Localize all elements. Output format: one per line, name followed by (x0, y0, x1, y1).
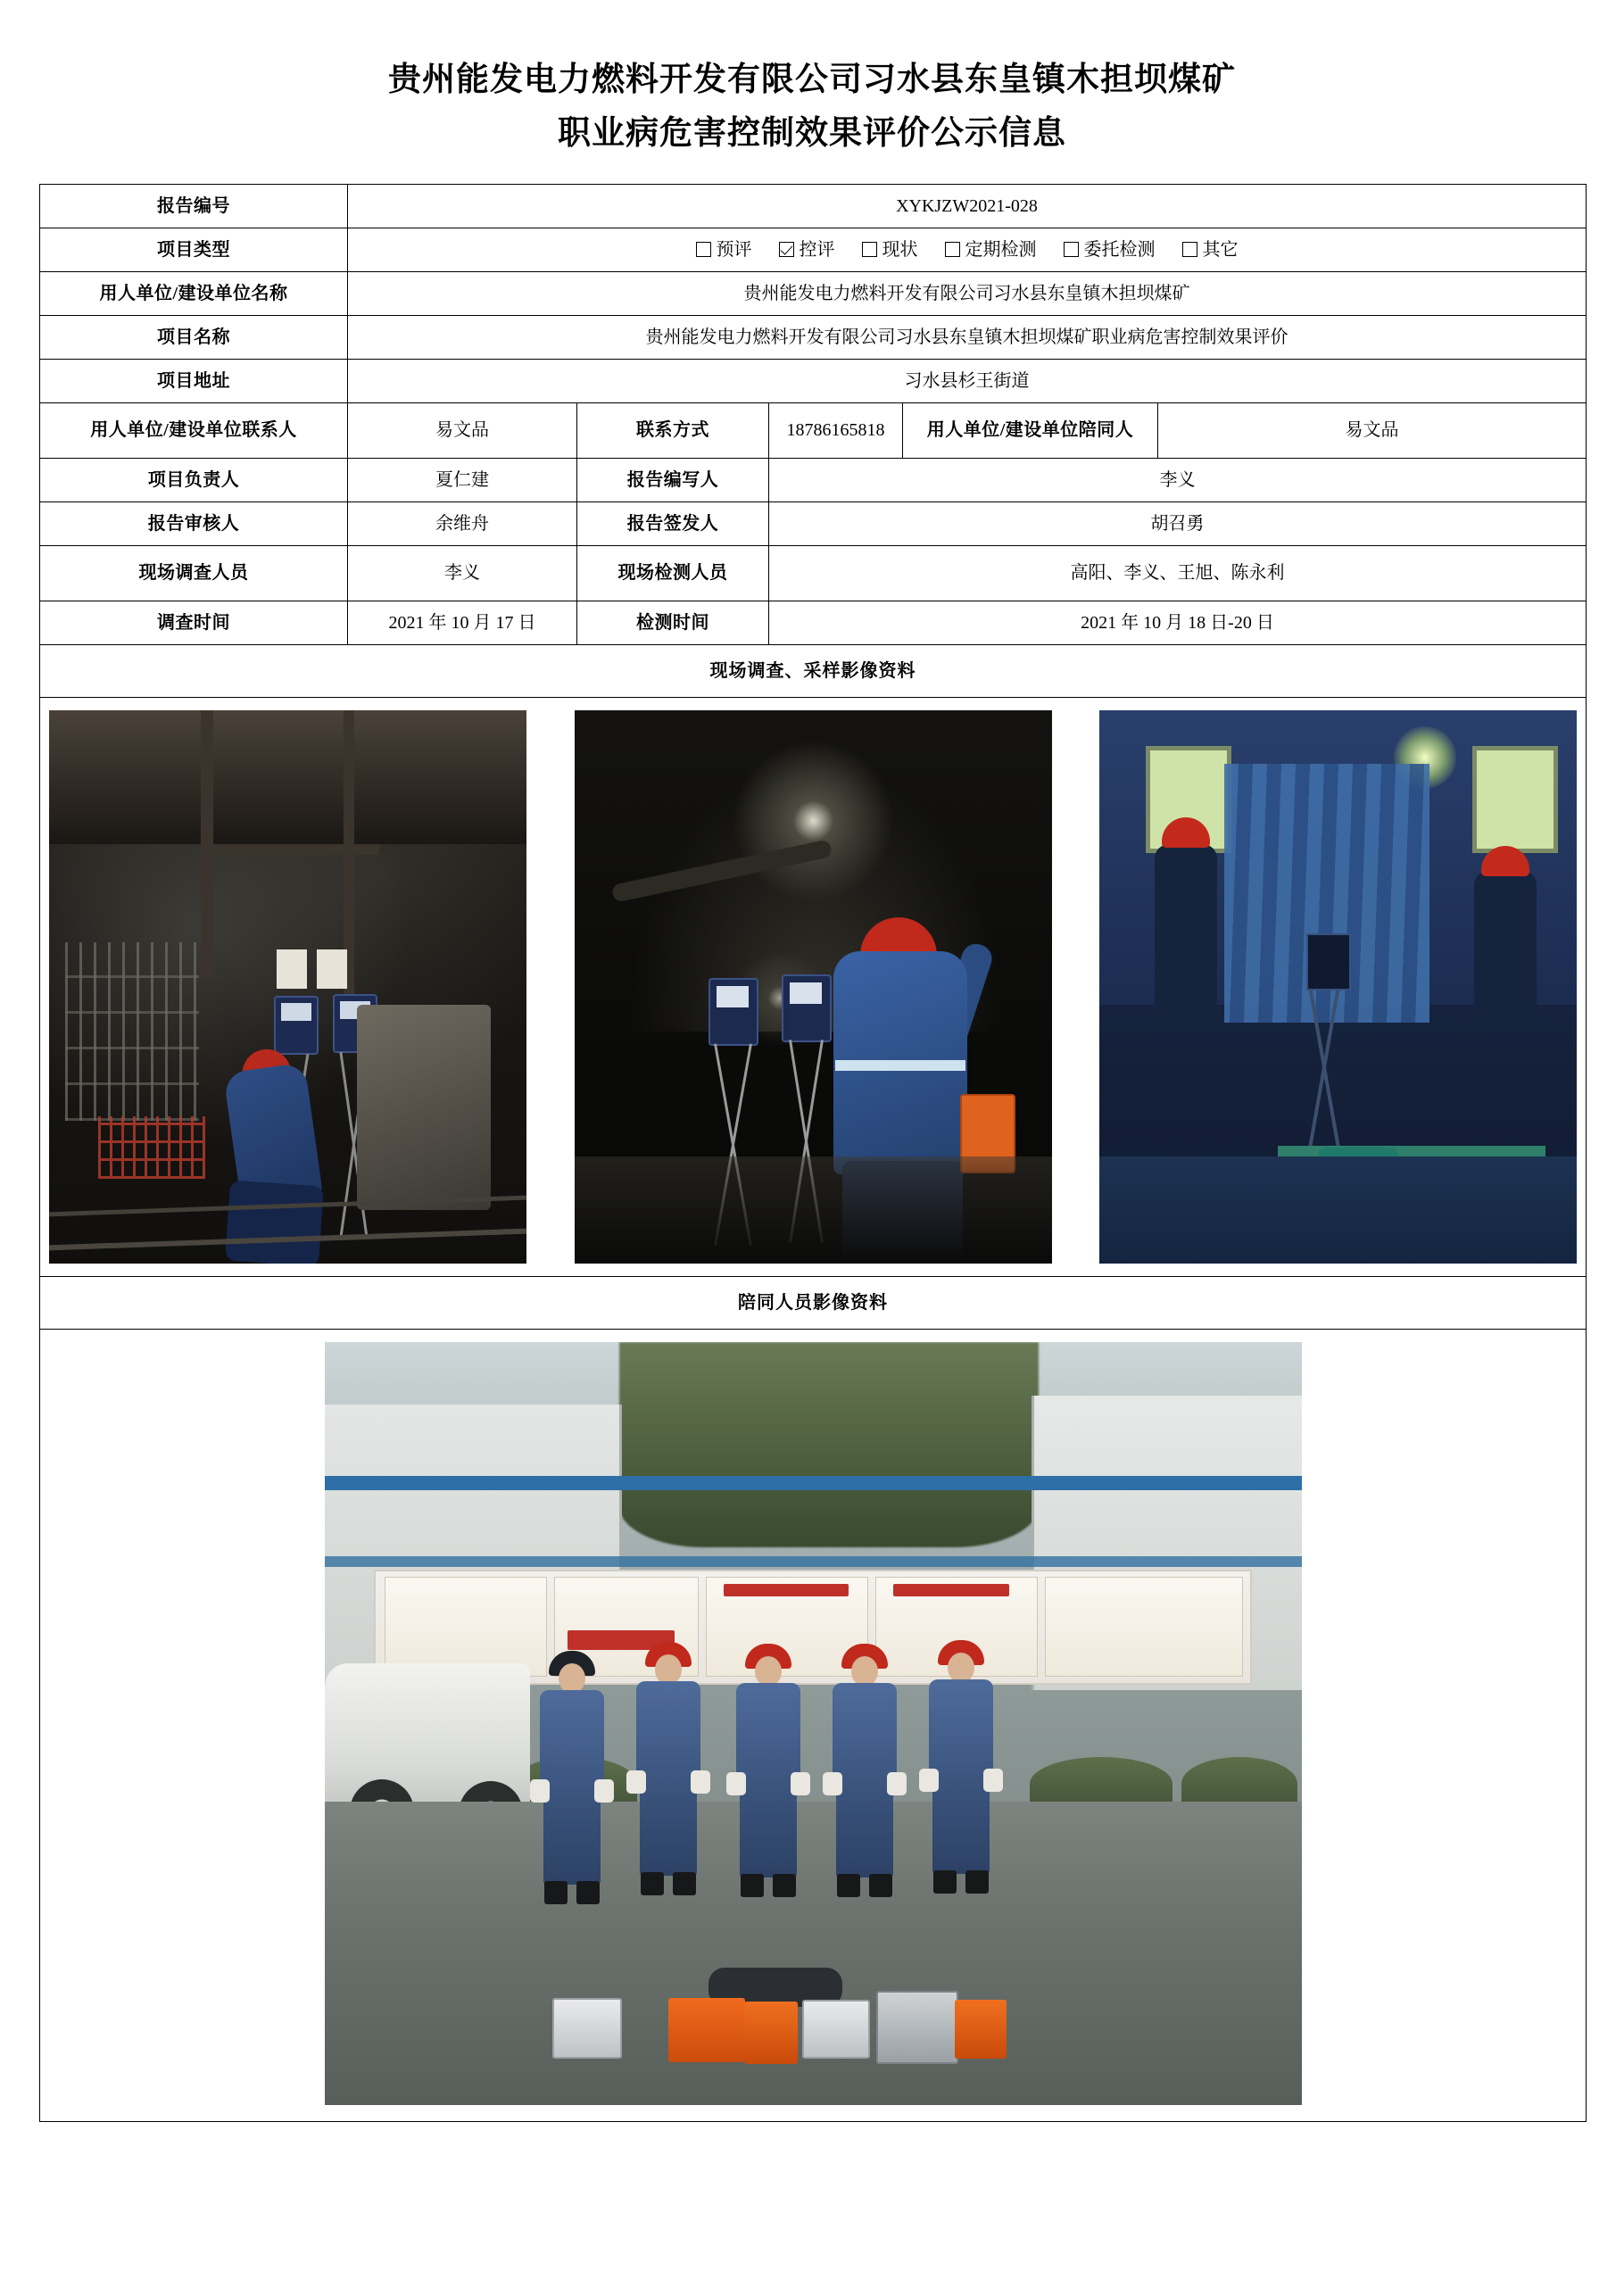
table-row (40, 601, 1587, 644)
white-glove (919, 1769, 939, 1792)
person-head (755, 1656, 782, 1687)
escort-photos-cell (40, 1329, 1587, 2121)
boot (576, 1881, 600, 1904)
section-escort-photos-header: 陪同人员影像资料 (40, 1276, 1587, 1329)
white-glove (983, 1769, 1003, 1792)
white-glove (594, 1779, 614, 1803)
posted-notice (317, 949, 347, 989)
workshop-floor (1099, 1156, 1577, 1264)
project-leader-label: 项目负责人 (40, 458, 348, 501)
project-address-value: 习水县杉王街道 (348, 359, 1587, 402)
sampling-instrument (1306, 933, 1351, 991)
support-beam (201, 844, 379, 855)
table-row (40, 458, 1587, 501)
checkbox-label: 定期检测 (965, 239, 1037, 260)
checkbox-item[interactable] (945, 236, 1037, 263)
table-row (40, 1329, 1587, 2121)
project-leader-value: 夏仁建 (348, 458, 577, 501)
person-torso (636, 1681, 700, 1779)
boot (965, 1870, 989, 1894)
table-row (40, 644, 1587, 697)
metal-instrument-case (876, 1991, 958, 2064)
site-investigator-value: 李义 (348, 545, 577, 601)
project-type-label: 项目类型 (40, 228, 348, 271)
site-tester-value: 高阳、李义、王旭、陈永利 (769, 545, 1587, 601)
report-reviewer-label: 报告审核人 (40, 501, 348, 545)
escort-person (921, 1653, 1001, 1895)
sampling-instrument (708, 978, 758, 1046)
escort-group-photo (325, 1342, 1302, 2105)
window (1472, 746, 1558, 853)
orange-instrument-case (668, 1998, 745, 2062)
checkbox-label: 现状 (882, 239, 918, 260)
report-writer-label: 报告编写人 (577, 458, 769, 501)
person-torso (540, 1690, 604, 1788)
survey-time-label: 调查时间 (40, 601, 348, 644)
report-issuer-value: 胡召勇 (769, 501, 1587, 545)
person-legs (640, 1778, 697, 1876)
checkbox-item[interactable] (1182, 236, 1239, 263)
person-torso (736, 1683, 800, 1781)
white-glove (726, 1772, 746, 1795)
mine-equipment (357, 1005, 491, 1210)
escort-person (824, 1656, 905, 1899)
phone-value: 18786165818 (769, 402, 903, 458)
silver-instrument-case (552, 1998, 622, 2059)
tunnel-floor (575, 1156, 1052, 1264)
worker-standing (1474, 871, 1537, 1023)
project-name-label: 项目名称 (40, 315, 348, 359)
survey-time-value: 2021 年 10 月 17 日 (348, 601, 577, 644)
site-investigator-label: 现场调查人员 (40, 545, 348, 601)
blue-roof-band (325, 1476, 1302, 1490)
project-type-value (348, 228, 1587, 271)
orange-instrument-case (744, 2002, 798, 2064)
wet-ground (325, 1802, 1302, 2105)
table-row (40, 545, 1587, 601)
employer-value: 贵州能发电力燃料开发有限公司习水县东皇镇木担坝煤矿 (348, 271, 1587, 315)
person-head (851, 1656, 878, 1687)
tunnel-instrument-worker-photo (575, 710, 1052, 1264)
person-head (655, 1654, 682, 1685)
person-legs (543, 1786, 601, 1885)
checkbox-icon[interactable] (862, 242, 877, 257)
table-row (40, 1276, 1587, 1329)
test-time-value: 2021 年 10 月 18 日-20 日 (769, 601, 1587, 644)
phone-label: 联系方式 (577, 402, 769, 458)
site-tester-label: 现场检测人员 (577, 545, 769, 601)
escort-person (628, 1654, 708, 1897)
white-glove (530, 1779, 550, 1803)
checkbox-label: 委托检测 (1083, 239, 1156, 260)
workshop-sampling-photo (1099, 710, 1577, 1264)
checkbox-item[interactable] (862, 236, 918, 263)
person-head (948, 1653, 974, 1683)
checkbox-icon[interactable] (696, 242, 711, 257)
person-legs (836, 1779, 893, 1877)
person-torso (833, 1683, 897, 1781)
project-type-checkbox-group (353, 236, 1580, 263)
escort-person (728, 1656, 808, 1899)
table-row (40, 359, 1587, 402)
boot (673, 1872, 696, 1895)
tunnel-grating (65, 942, 199, 1121)
checkbox-item[interactable] (1064, 236, 1156, 263)
silver-instrument-case (802, 2000, 870, 2059)
banner-panel (1045, 1577, 1243, 1677)
banner-red-text (893, 1584, 1009, 1596)
posted-notice (277, 949, 307, 989)
table-row (40, 697, 1587, 1276)
person-head (559, 1663, 585, 1694)
boot (544, 1881, 568, 1904)
table-row (40, 315, 1587, 359)
table-row (40, 228, 1587, 271)
person-legs (740, 1779, 797, 1877)
checkbox-icon[interactable] (945, 242, 960, 257)
escort-value: 易文品 (1158, 402, 1587, 458)
table-row (40, 184, 1587, 228)
person-torso (929, 1679, 993, 1778)
info-table (39, 184, 1587, 2122)
escort-person (532, 1663, 612, 1906)
checkbox-icon[interactable] (1064, 242, 1079, 257)
white-glove (691, 1770, 710, 1794)
red-cart (98, 1116, 205, 1179)
boot (641, 1872, 664, 1895)
boot (773, 1874, 796, 1897)
checkbox-label: 预评 (716, 239, 752, 260)
orange-instrument-case (955, 2000, 1007, 2059)
boot (869, 1874, 892, 1897)
report-reviewer-value: 余维舟 (348, 501, 577, 545)
worker-legs (225, 1180, 324, 1264)
checkbox-label: 控评 (799, 239, 835, 260)
page-title (39, 54, 1585, 161)
boot (741, 1874, 764, 1897)
blue-roof-band (325, 1556, 1302, 1567)
forest-hill (619, 1342, 1039, 1547)
contact-value: 易文品 (348, 402, 577, 458)
report-no-label: 报告编号 (40, 184, 348, 228)
white-glove (887, 1772, 907, 1795)
sampling-instrument (782, 974, 832, 1042)
white-glove (823, 1772, 842, 1795)
checkbox-checked-icon[interactable] (779, 242, 794, 257)
report-no-value: XYKJZW2021-028 (348, 184, 1587, 228)
checkbox-label: 其它 (1202, 239, 1239, 260)
title-line-2: 职业病危害控制效果评价公示信息 (558, 114, 1066, 152)
report-writer-value: 李义 (769, 458, 1587, 501)
escort-label: 用人单位/建设单位陪同人 (903, 402, 1158, 458)
worker-standing (1155, 844, 1217, 1023)
reflective-stripe (835, 1060, 965, 1071)
sampling-instrument (274, 996, 319, 1055)
contact-label: 用人单位/建设单位联系人 (40, 402, 348, 458)
table-row (40, 402, 1587, 458)
tunnel-roof (49, 710, 526, 844)
test-time-label: 检测时间 (577, 601, 769, 644)
title-line-1: 贵州能发电力燃料开发有限公司习水县东皇镇木担坝煤矿 (388, 62, 1236, 98)
project-address-label: 项目地址 (40, 359, 348, 402)
escort-photo-wrap (40, 1330, 1586, 2121)
banner-red-text (724, 1584, 849, 1596)
person-legs (932, 1776, 990, 1874)
survey-photo-row (40, 698, 1586, 1276)
underground-tunnel-sampling-photo (49, 710, 526, 1264)
checkbox-item[interactable] (779, 236, 835, 263)
banner-panel (385, 1577, 547, 1677)
table-row (40, 271, 1587, 315)
report-issuer-label: 报告签发人 (577, 501, 769, 545)
boot (837, 1874, 860, 1897)
project-name-value: 贵州能发电力燃料开发有限公司习水县东皇镇木担坝煤矿职业病危害控制效果评价 (348, 315, 1587, 359)
employer-label: 用人单位/建设单位名称 (40, 271, 348, 315)
section-survey-photos-header: 现场调查、采样影像资料 (40, 644, 1587, 697)
table-row (40, 501, 1587, 545)
white-glove (791, 1772, 810, 1795)
white-glove (626, 1770, 646, 1794)
survey-photos-cell (40, 697, 1587, 1276)
checkbox-item[interactable] (696, 236, 752, 263)
checkbox-icon[interactable] (1182, 242, 1197, 257)
boot (933, 1870, 957, 1894)
